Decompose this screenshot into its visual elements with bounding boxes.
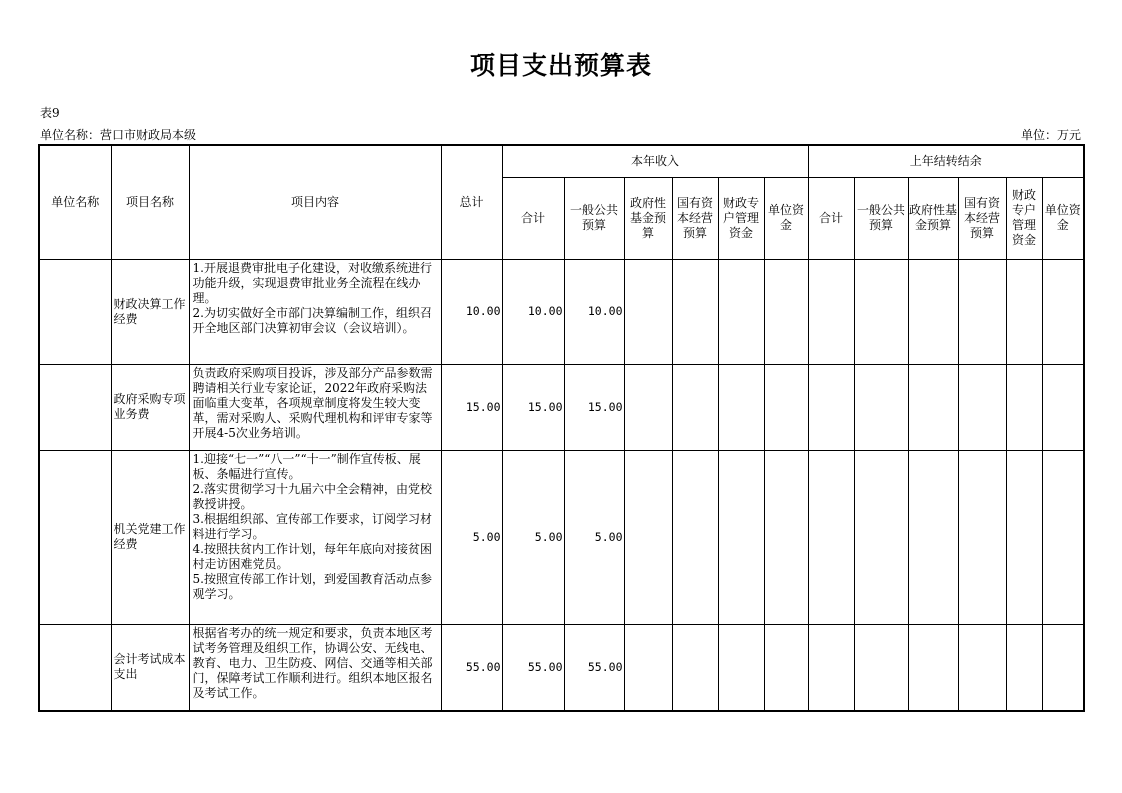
content-line: 2.为切实做好全市部门决算编制工作，组织召开全地区部门决算初审会议（会议培训）。 [192,305,432,335]
cell-cy-total: 15.00 [502,364,564,450]
cell-project-name: 财政决算工作经费 [111,259,189,364]
cell-cy-total: 10.00 [502,259,564,364]
header-cy-special-account-funds: 财政专户管理资金 [718,177,764,259]
header-unit-name: 单位名称 [39,145,111,259]
cell-total: 10.00 [441,259,502,364]
header-cy-total: 合计 [502,177,564,259]
header-py-total: 合计 [808,177,854,259]
cell-unit [39,624,111,711]
cell-project-name: 会计考试成本支出 [111,624,189,711]
cell-cy-total: 55.00 [502,624,564,711]
content-line: 1.迎接“七一”“八一”“十一”制作宣传板、展板、条幅进行宣传。 [192,451,421,481]
cell-cy-total: 5.00 [502,450,564,624]
cell-project-content [189,259,441,364]
header-project-name: 项目名称 [111,145,189,259]
header-cy-gov-fund-budget: 政府性基金预算 [624,177,672,259]
table-row [39,364,1084,450]
content-line: 4.按照扶贫内工作计划，每年年底向对接贫困村走访困难党员。 [192,541,432,571]
budget-table [38,144,1085,712]
cell-cy-general: 15.00 [564,364,624,450]
unit-label: 单位：万元 [1020,128,1081,142]
cell-project-name: 政府采购专项业务费 [111,364,189,450]
cell-project-content [189,364,441,450]
unit-name-label: 单位名称：营口市财政局本级 [40,128,197,142]
cell-project-name: 机关党建工作经费 [111,450,189,624]
cell-total: 15.00 [441,364,502,450]
header-cy-unit-funds: 单位资金 [764,177,808,259]
cell-unit [39,259,111,364]
header-py-state-capital-budget: 国有资本经营预算 [958,177,1006,259]
cell-cy-general: 5.00 [564,450,624,624]
header-cy-general-budget: 一般公共预算 [564,177,624,259]
cell-total: 55.00 [441,624,502,711]
header-prior-year-carryover: 上年结转结余 [808,145,1084,177]
content-line: 根据省考办的统一规定和要求，负责本地区考试考务管理及组织工作，协调公安、无线电、教育、电力、卫生防疫、网信、交通等相关部门，保障考试工作顺利进行。组织本地区报名及考试工作。 [192,625,433,700]
content-line: 1.开展退费审批电子化建设，对收缴系统进行功能升级，实现退费审批业务全流程在线办理。 [192,260,432,305]
content-line: 负责政府采购项目投诉，涉及部分产品参数需聘请相关行业专家论证，2022年政府采购法面临重大变革，各项规章制度将发生较大变革，需对采购人、采购代理机构和评审专家等开展4-5次业务培训。 [192,365,433,440]
content-line: 3.根据组织部、宣传部工作要求，订阅学习材料进行学习。 [192,511,432,541]
header-py-unit-funds: 单位资金 [1042,177,1084,259]
table-row [39,259,1084,364]
cell-project-content [189,624,441,711]
content-line: 2.落实贯彻学习十九届六中全会精神，由党校教授讲授。 [192,481,432,511]
cell-cy-general: 55.00 [564,624,624,711]
content-line: 5.按照宣传部工作计划，到爱国教育活动点参观学习。 [192,571,432,601]
cell-project-content [189,450,441,624]
header-total: 总计 [441,145,502,259]
cell-unit [39,450,111,624]
table-row [39,450,1084,624]
header-current-year-income: 本年收入 [502,145,808,177]
header-py-gov-fund-budget: 政府性基金预算 [908,177,958,259]
header-project-content: 项目内容 [189,145,441,259]
table-row [39,624,1084,711]
header-py-general-budget: 一般公共预算 [854,177,908,259]
header-py-special-account-funds: 财政专户管理资金 [1006,177,1042,259]
page-title: 项目支出预算表 [469,51,652,80]
cell-unit [39,364,111,450]
header-cy-state-capital-budget: 国有资本经营预算 [672,177,718,259]
table-number: 表9 [40,106,60,120]
cell-cy-general: 10.00 [564,259,624,364]
cell-total: 5.00 [441,450,502,624]
